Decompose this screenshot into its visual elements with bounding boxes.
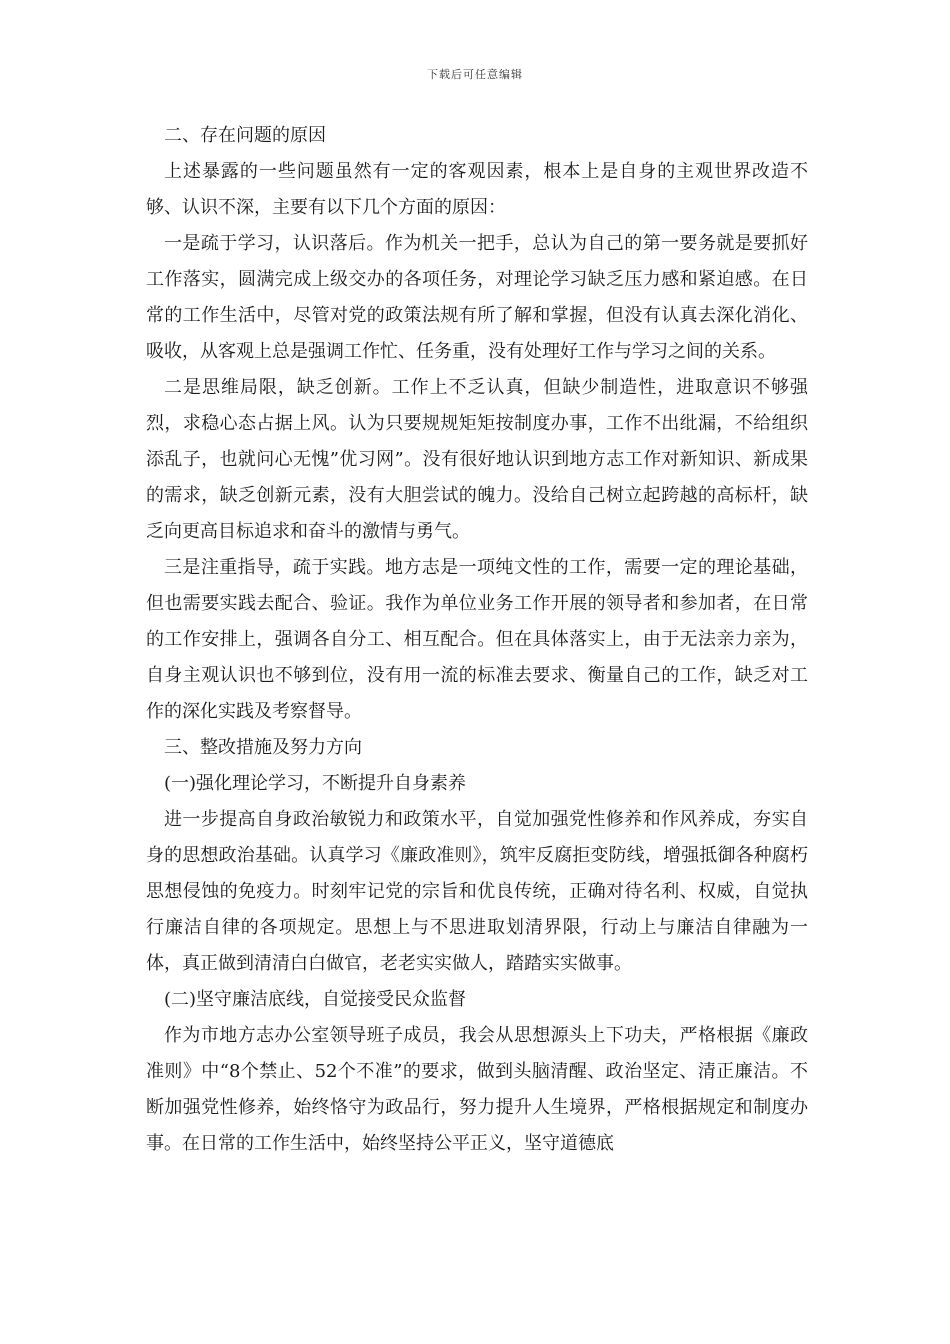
paragraph-cause-2: 二是思维局限，缺乏创新。工作上不乏认真，但缺少制造性，进取意识不够强烈，求稳心态占据上风。认为只要规规矩矩按制度办事，工作不出纰漏，不给组织添乱子，也就问心无愧”优习网”。没有很好地认识到地方志工作对新知识、新成果的需求，缺乏创新元素，没有大胆尝试的魄力。没给自己树立起跨越的高标杆，缺乏向更高目标追求和奋斗的激情与勇气。 [146,377,808,542]
paragraph-cause-3: 三是注重指导，疏于实践。地方志是一项纯文性的工作，需要一定的理论基础，但也需要实践去配合、验证。我作为单位业务工作开展的领导者和参加者，在日常的工作安排上，强调各自分工、相互配合。但在具体落实上，由于无法亲力亲为，自身主观认识也不够到位，没有用一流的标准去要求、衡量自己的工作，缺乏对工作的深化实践及考察督导。 [146,557,808,722]
paragraph-cause-1: 一是疏于学习，认识落后。作为机关一把手，总认为自己的第一要务就是要抓好工作落实，圆满完成上级交办的各项任务，对理论学习缺乏压力感和紧迫感。在日常的工作生活中，尽管对党的政策法规有所了解和掌握，但没有认真去深化消化、吸收，从客观上总是强调工作忙、任务重，没有处理好工作与学习之间的关系。 [146,233,808,362]
paragraph-measure-2: 作为市地方志办公室领导班子成员，我会从思想源头上下功夫，严格根据《廉政准则》中“8个禁止、52个不准”的要求，做到头脑清醒、政治坚定、清正廉洁。不断加强党性修养，始终恪守为政品行，努力提升人生境界，严格根据规定和制度办事。在日常的工作生活中，始终坚持公平正义，坚守道德底 [146,1025,808,1154]
section-heading-measures: 三、整改措施及努力方向 [164,737,362,758]
page-header: 下载后可任意编辑 [427,68,523,81]
document-body [146,118,808,1162]
subheading-measure-1: (一)强化理论学习，不断提升自身素养 [164,773,467,794]
subheading-measure-2: (二)坚守廉洁底线，自觉接受民众监督 [164,989,467,1010]
paragraph-measure-1: 进一步提高自身政治敏锐力和政策水平，自觉加强党性修养和作风养成，夯实自身的思想政治基础。认真学习《廉政准则》，筑牢反腐拒变防线，增强抵御各种腐朽思想侵蚀的免疫力。时刻牢记党的宗旨和优良传统，正确对待名利、权威，自觉执行廉洁自律的各项规定。思想上与不思进取划清界限，行动上与廉洁自律融为一体，真正做到清清白白做官，老老实实做人，踏踏实实做事。 [146,809,808,974]
section-heading-causes: 二、存在问题的原因 [164,125,326,146]
paragraph-intro: 上述暴露的一些问题虽然有一定的客观因素，根本上是自身的主观世界改造不够、认识不深，主要有以下几个方面的原因： [146,161,808,218]
